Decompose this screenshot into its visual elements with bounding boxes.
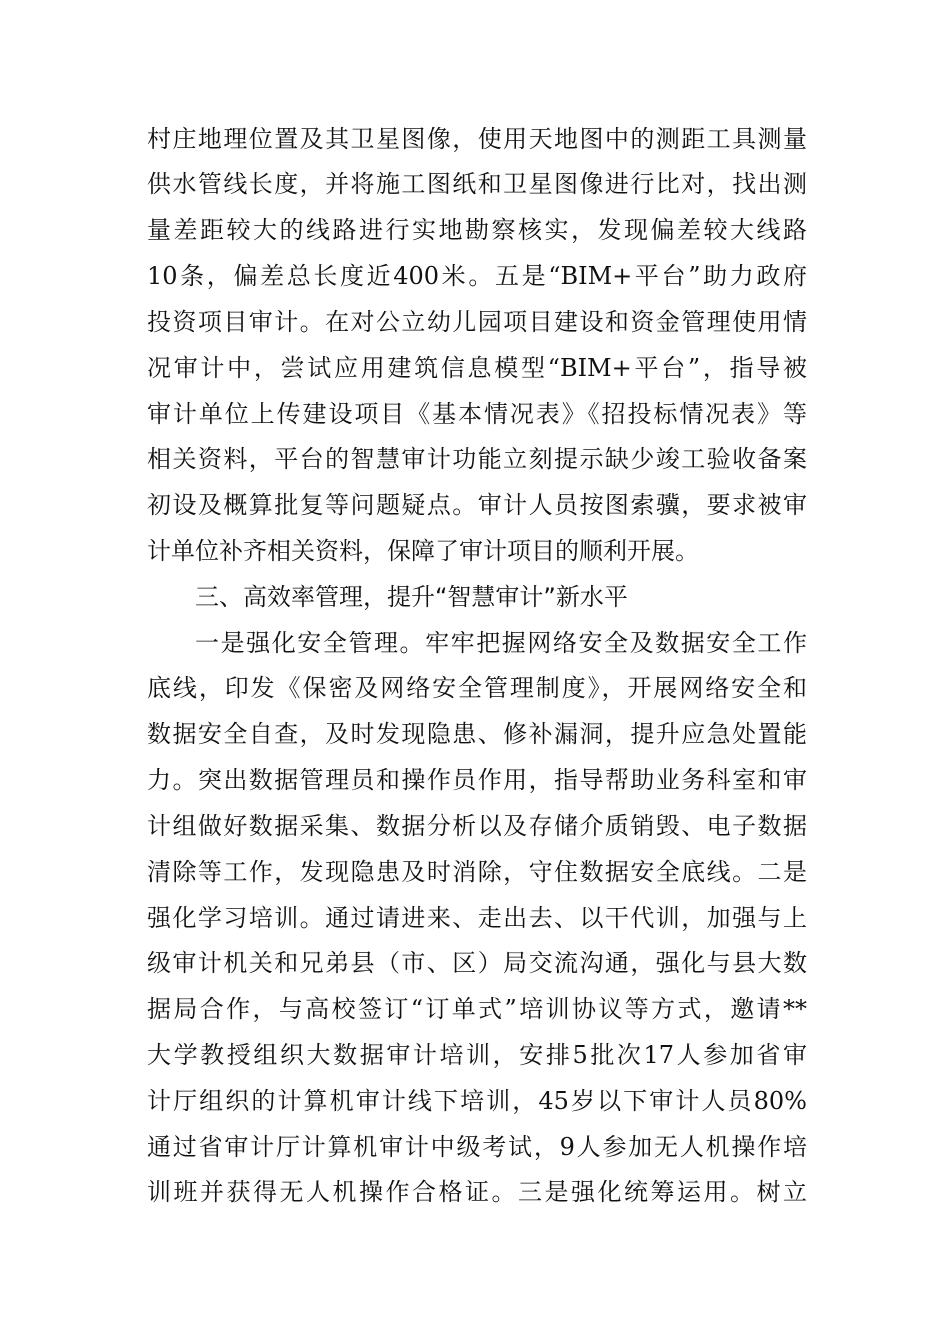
paragraph-line: 通过省审计厅计算机审计中级考试，9人参加无人机操作培 (147, 1133, 807, 1161)
paragraph-line: 训班并获得无人机操作合格证。三是强化统筹运用。树立 (147, 1178, 807, 1206)
paragraph-line: 一是强化安全管理。牢牢把握网络安全及数据安全工作 (195, 629, 807, 657)
paragraph-line: 级审计机关和兄弟县（市、区）局交流沟通，强化与县大数 (147, 949, 807, 977)
paragraph-line: 大学教授组织大数据审计培训，安排5批次17人参加省审 (147, 1041, 807, 1069)
paragraph-line: 计厅组织的计算机审计线下培训，45岁以下审计人员80% (147, 1087, 807, 1115)
paragraph-line: 村庄地理位置及其卫星图像，使用天地图中的测距工具测量 (147, 125, 807, 153)
paragraph-line: 据局合作，与高校签订“订单式”培训协议等方式，邀请** (147, 995, 807, 1023)
section-heading: 三、高效率管理，提升“智慧审计”新水平 (195, 583, 628, 611)
paragraph-line: 清除等工作，发现隐患及时消除，守住数据安全底线。二是 (147, 858, 807, 886)
paragraph-line: 计组做好数据采集、数据分析以及存储介质销毁、电子数据 (147, 812, 807, 840)
paragraph-line: 供水管线长度，并将施工图纸和卫星图像进行比对，找出测 (147, 170, 807, 198)
paragraph-line: 初设及概算批复等问题疑点。审计人员按图索骥，要求被审 (147, 491, 807, 519)
paragraph-line: 审计单位上传建设项目《基本情况表》《招投标情况表》等 (147, 400, 807, 428)
paragraph-line: 投资项目审计。在对公立幼儿园项目建设和资金管理使用情 (147, 308, 807, 336)
paragraph-line: 力。突出数据管理员和操作员作用，指导帮助业务科室和审 (147, 766, 807, 794)
paragraph-line: 10条，偏差总长度近400米。五是“BIM+平台”助力政府 (147, 262, 807, 290)
paragraph-line: 量差距较大的线路进行实地勘察核实，发现偏差较大线路 (147, 216, 807, 244)
paragraph-line: 计单位补齐相关资料，保障了审计项目的顺利开展。 (147, 537, 699, 565)
paragraph-line: 况审计中，尝试应用建筑信息模型“BIM+平台”，指导被 (147, 354, 807, 382)
paragraph-line: 强化学习培训。通过请进来、走出去、以干代训，加强与上 (147, 904, 807, 932)
paragraph-line: 底线，印发《保密及网络安全管理制度》，开展网络安全和 (147, 674, 807, 702)
paragraph-line: 相关资料，平台的智慧审计功能立刻提示缺少竣工验收备案 (147, 445, 807, 473)
paragraph-line: 数据安全自查，及时发现隐患、修补漏洞，提升应急处置能 (147, 720, 807, 748)
